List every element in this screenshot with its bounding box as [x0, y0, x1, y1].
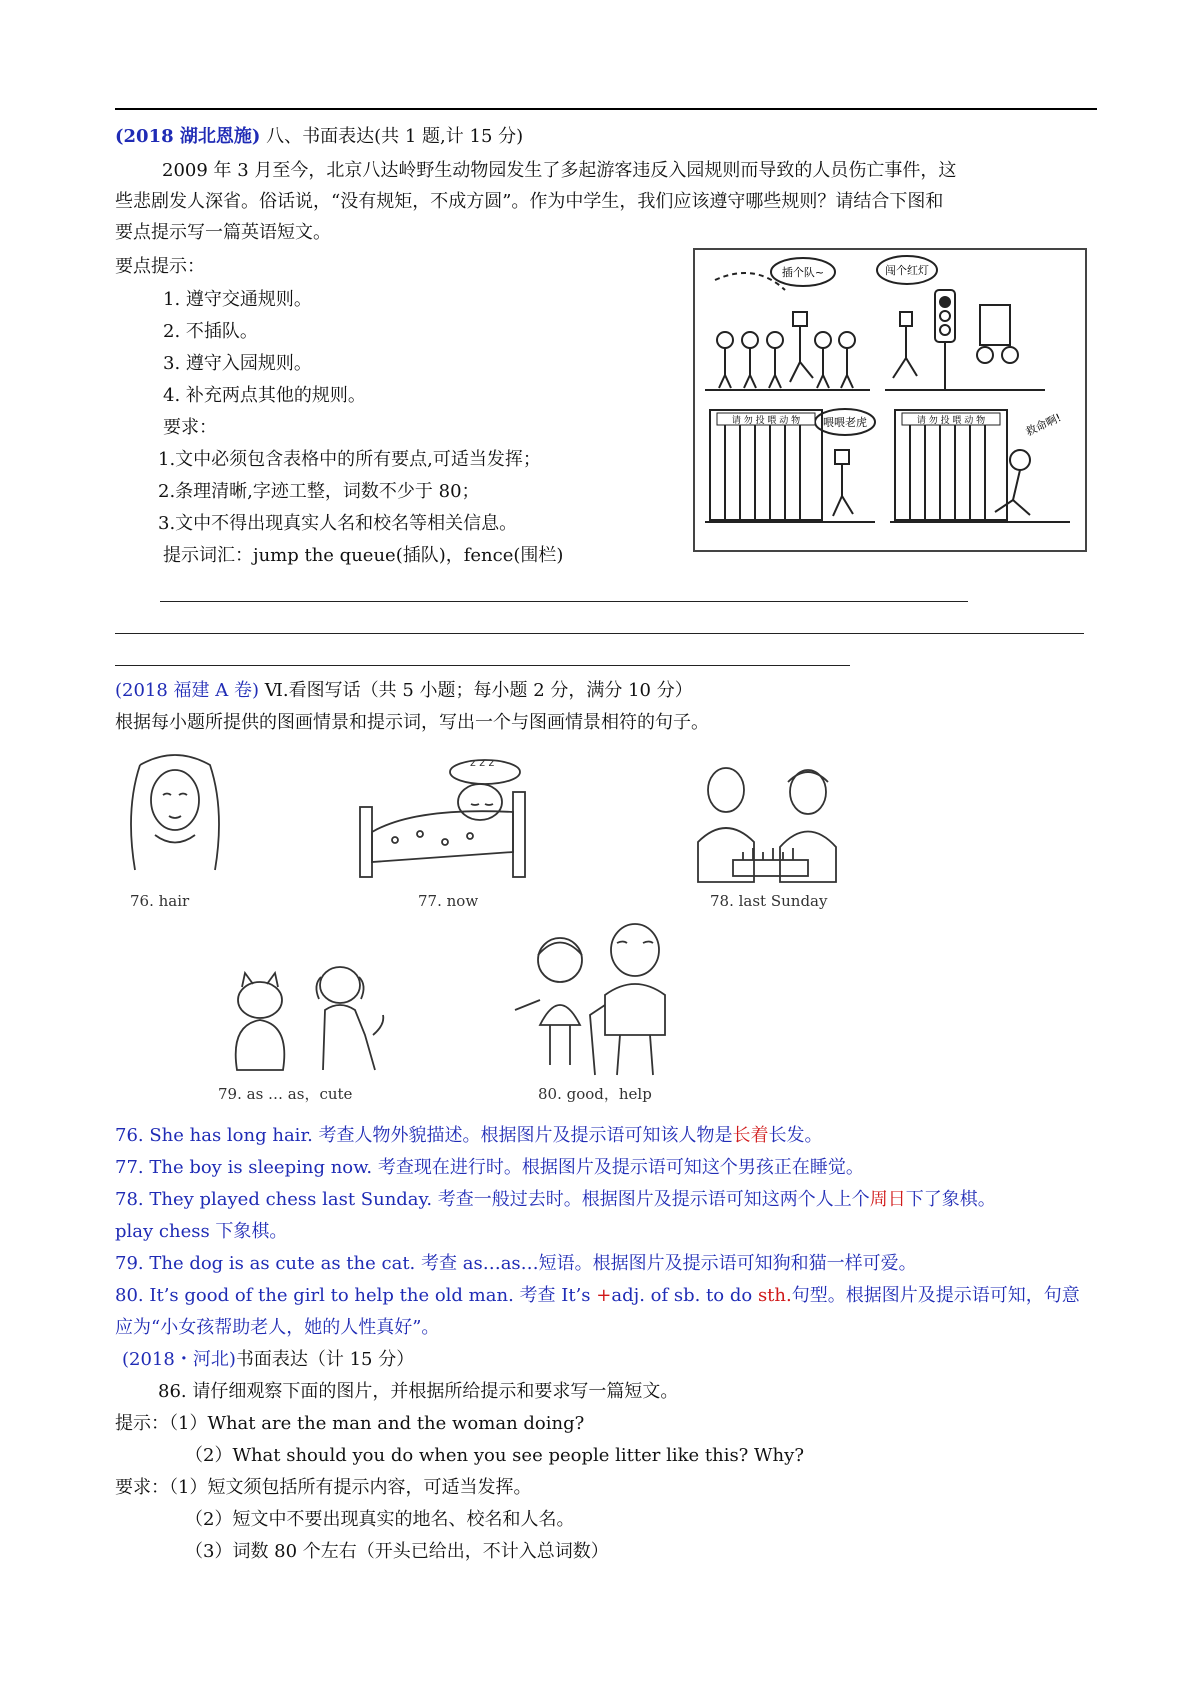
- requirement-2: 2.条理清晰,字迹工整，词数不少于 80；: [158, 481, 480, 502]
- answer-77: [115, 1157, 864, 1179]
- label-79: 79. as … as，cute: [218, 1085, 353, 1103]
- section2-heading: [115, 680, 693, 702]
- answer-80-explain-1: 考查 It’s: [513, 1285, 597, 1306]
- section3-hint-2: （2）What should you do when you see people litter like this? Why?: [185, 1445, 804, 1466]
- answer-80-explain-2: adj. of sb. to do: [611, 1285, 758, 1306]
- picture-80-girl-old-man: [505, 915, 695, 1080]
- answer-79: [115, 1253, 917, 1275]
- answer-76: [115, 1125, 823, 1147]
- answer-78-highlight: 周日: [869, 1189, 906, 1210]
- svg-text:z z z: z z z: [470, 756, 495, 769]
- answer-78-extra: play chess 下象棋。: [115, 1221, 288, 1242]
- section3-hint-1: [115, 1413, 584, 1435]
- hint-1: （1）What are the man and the woman doing?: [169, 1413, 585, 1434]
- requirements-label: 要求：: [115, 1477, 169, 1498]
- section2-source: (2018 福建 A 卷): [115, 680, 260, 701]
- section1-intro-line2: 些悲剧发人深省。俗话说，“没有规矩，不成方圆”。作为中学生，我们应该遵守哪些规则？请结合下图和: [115, 191, 944, 212]
- picture-76-woman: [115, 750, 235, 890]
- requirement-1: 1.文中必须包含表格中的所有要点,可适当发挥；: [158, 449, 541, 470]
- answer-line-2: [115, 633, 1084, 634]
- answer-78: [115, 1189, 996, 1211]
- label-78: 78. last Sunday: [710, 892, 828, 910]
- section1-source: (2018 湖北恩施): [115, 126, 261, 147]
- answer-78-english: 78. They played chess last Sunday.: [115, 1189, 433, 1210]
- answer-76-explain-2: 长发。: [768, 1125, 823, 1146]
- point-3: 3. 遵守入园规则。: [163, 353, 312, 374]
- bed-drawing: [355, 752, 530, 882]
- bubble-jump-queue: 插个队~: [781, 266, 825, 279]
- section1-title: 八、书面表达(共 1 题,计 15 分): [266, 126, 524, 147]
- hints-label: 提示：: [115, 1413, 169, 1434]
- chess-drawing: [688, 752, 848, 887]
- answer-78-explain-2: 下了象棋。: [905, 1189, 996, 1210]
- section3-req-2: （2）短文中不要出现真实的地名、校名和人名。: [185, 1509, 575, 1530]
- answer-77-explain: 考查现在进行时。根据图片及提示语可知这个男孩正在睡觉。: [372, 1157, 864, 1178]
- vocab-hint: 提示词汇：jump the queue(插队)，fence(围栏): [163, 545, 564, 566]
- section2-title: Ⅵ.看图写话（共 5 小题；每小题 2 分，满分 10 分）: [264, 680, 693, 701]
- answer-80-line2: 应为“小女孩帮助老人，她的人性真好”。: [115, 1317, 440, 1338]
- point-2: 2. 不插队。: [163, 321, 258, 342]
- traffic-rules-cartoon: [693, 248, 1087, 552]
- section1-heading: [115, 126, 523, 148]
- answer-78-explain-1: 考查一般过去时。根据图片及提示语可知这两个人上个: [432, 1189, 870, 1210]
- requirement-3: 3.文中不得出现真实人名和校名等相关信息。: [158, 513, 518, 534]
- girl-oldman-drawing: [505, 915, 695, 1080]
- picture-78-chess-players: [688, 752, 848, 887]
- picture-79-cat-dog: [215, 955, 390, 1080]
- bubble-run-red-light: 闯个红灯: [885, 264, 929, 277]
- cage-sign-left: 请 勿 投 喂 动 物: [731, 416, 801, 426]
- requirements-heading: 要求：: [163, 417, 217, 438]
- section3-heading: [122, 1349, 414, 1371]
- cage-sign-right: 请 勿 投 喂 动 物: [916, 416, 986, 426]
- section1-intro-line1: 2009 年 3 月至今，北京八达岭野生动物园发生了多起游客违反入园规则而导致的人员伤亡事件，这: [162, 160, 957, 181]
- point-4: 4. 补充两点其他的规则。: [163, 385, 366, 406]
- section1-intro-line3: 要点提示写一篇英语短文。: [115, 222, 331, 243]
- woman-drawing: [115, 750, 235, 890]
- answer-80-highlight: sth.: [757, 1285, 792, 1306]
- label-80: 80. good，help: [538, 1085, 652, 1103]
- cat-dog-drawing: [215, 955, 390, 1080]
- answer-line-3: [115, 665, 850, 666]
- bubble-help: 救命啊!: [1023, 411, 1064, 439]
- answer-77-english: 77. The boy is sleeping now.: [115, 1157, 373, 1178]
- answer-79-english: 79. The dog is as cute as the cat.: [115, 1253, 416, 1274]
- req-1: （1）短文须包括所有提示内容，可适当发挥。: [169, 1477, 532, 1498]
- answer-79-explain: 考查 as…as…短语。根据图片及提示语可知狗和猫一样可爱。: [415, 1253, 917, 1274]
- point-1: 1. 遵守交通规则。: [163, 289, 312, 310]
- section3-question: 86. 请仔细观察下面的图片，并根据所给提示和要求写一篇短文。: [158, 1381, 679, 1402]
- section2-instruction: 根据每小题所提供的图画情景和提示词，写出一个与图画情景相符的句子。: [115, 712, 709, 733]
- answer-80-english: 80. It’s good of the girl to help the old man.: [115, 1285, 514, 1306]
- section3-title: 书面表达（计 15 分）: [235, 1349, 415, 1370]
- points-heading: 要点提示：: [115, 256, 205, 277]
- answer-80: [115, 1285, 1080, 1307]
- label-77: 77. now: [418, 892, 479, 910]
- section3-req-3: （3）词数 80 个左右（开头已给出，不计入总词数）: [185, 1541, 609, 1562]
- answer-76-english: 76. She has long hair.: [115, 1125, 313, 1146]
- answer-76-explain-1: 考查人物外貌描述。根据图片及提示语可知该人物是: [312, 1125, 733, 1146]
- label-76: 76. hair: [130, 892, 190, 910]
- top-rule: [115, 108, 1097, 110]
- section3-req-1: [115, 1477, 531, 1499]
- section3-source: (2018・河北): [122, 1349, 236, 1370]
- answer-line-1: [160, 601, 968, 602]
- cartoon-drawing: [695, 250, 1085, 550]
- answer-80-explain-3: 句型。根据图片及提示语可知，句意: [791, 1285, 1080, 1306]
- answer-76-highlight: 长着: [732, 1125, 769, 1146]
- picture-77-sleeping-boy: [355, 752, 530, 882]
- answer-80-plus: +: [596, 1285, 612, 1306]
- bubble-feed-tiger: 喂喂老虎: [823, 416, 867, 429]
